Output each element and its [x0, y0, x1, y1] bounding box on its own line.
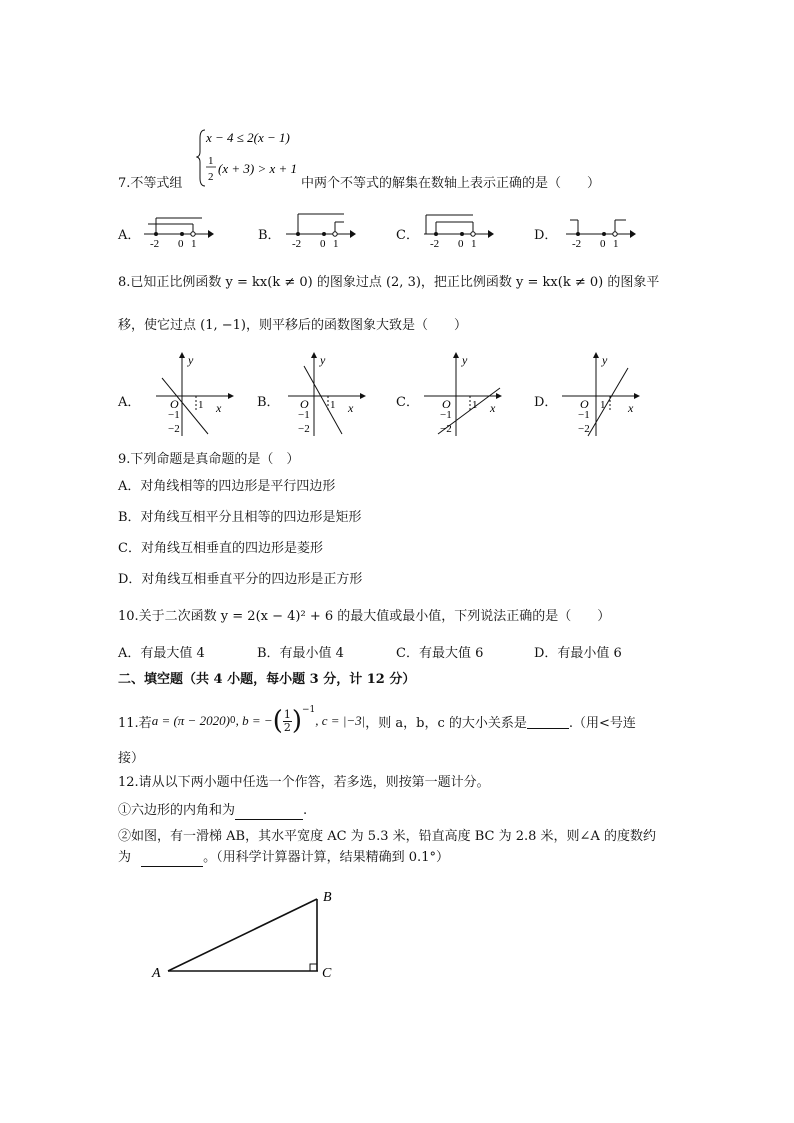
tick-label: −1	[440, 409, 452, 421]
q9-option-c: C．对角线互相垂直的四边形是菱形	[118, 541, 323, 556]
section-title: 二、填空题（共 4 小题，每小题 3 分，计 12 分）	[118, 672, 416, 687]
tick-label: 1	[191, 238, 197, 248]
origin-label: O	[170, 397, 179, 411]
tick-label: -2	[430, 238, 440, 248]
x-axis-label: x	[216, 401, 222, 415]
tick-label: −2	[298, 423, 310, 435]
tick-label: 1	[600, 399, 606, 411]
tick-label: −2	[168, 423, 180, 435]
q8-option-d-label: D．	[534, 395, 558, 410]
q11-line2: 接）	[118, 751, 145, 766]
q7-frac-den: 2	[208, 171, 214, 183]
q10-stem: 10.关于二次函数 y = 2(x − 4)² + 6 的最大值或最小值，下列说法正确的是（ ）	[118, 609, 611, 624]
q11-a-exponent: 0	[229, 716, 236, 726]
q12-part2-blank[interactable]	[141, 852, 203, 867]
q7-ineq1: x − 4 ≤ 2(x − 1)	[206, 130, 290, 145]
origin-label: O	[300, 397, 309, 411]
x-axis-label: x	[628, 401, 634, 415]
y-axis-label: y	[602, 353, 608, 367]
tick-label: −2	[578, 423, 590, 435]
q12-part1: ①六边形的内角和为 .	[118, 803, 308, 818]
tick-label: −1	[298, 409, 310, 421]
q8-stem-line1: 8.已知正比例函数 y = kx(k ≠ 0) 的图象过点 (2, 3)，把正比例函数 y = kx(k ≠ 0) 的图象平	[118, 275, 660, 290]
tick-label: 1	[613, 238, 619, 248]
q9-stem: 9.下列命题是真命题的是（ ）	[118, 452, 300, 467]
q7-number-line-d	[562, 210, 637, 248]
q12-part2-suffix: 。（用科学计算器计算，结果精确到 0.1°）	[203, 850, 449, 865]
q8-graph-a	[148, 350, 238, 440]
tick-label: -2	[292, 238, 302, 248]
q12-part2-line2	[118, 849, 449, 867]
y-axis-label: y	[320, 353, 326, 367]
vertex-label-a: A	[152, 966, 161, 981]
y-axis-label: y	[188, 353, 194, 367]
q7-frac-num: 1	[208, 155, 214, 167]
q8-option-a-label: A．	[118, 395, 141, 410]
q11-paren-left: (	[272, 706, 283, 736]
tick-label: 1	[330, 399, 336, 411]
tick-label: 0	[320, 238, 326, 248]
tick-label: 1	[333, 238, 339, 248]
q7-number-line-b	[282, 210, 357, 248]
q7-number-line-a	[140, 212, 215, 248]
tick-label: 0	[178, 238, 184, 248]
q12-part2-prefix: 为	[118, 850, 132, 865]
q11-b-exponent: −1	[302, 705, 316, 715]
q11-stem	[118, 703, 636, 739]
q7-suffix: 中两个不等式的解集在数轴上表示正确的是（ ）	[301, 176, 601, 191]
tick-label: 0	[458, 238, 464, 248]
slide-triangle-figure	[150, 883, 350, 988]
q10-option-a: A．有最大值 4	[118, 646, 205, 661]
x-axis-label: x	[490, 401, 496, 415]
tick-label: 0	[600, 238, 606, 248]
tick-label: −1	[578, 409, 590, 421]
q11-tail: .（用<号连	[568, 715, 636, 731]
q7-number-line-c	[420, 210, 495, 248]
q8-option-c-label: C．	[396, 395, 419, 410]
tick-label: 1	[471, 238, 477, 248]
q11-answer-blank[interactable]	[527, 714, 569, 729]
tick-label: -2	[572, 238, 582, 248]
q12-part2-line1: ②如图，有一滑梯 AB，其水平宽度 AC 为 5.3 米，铅直高度 BC 为 2.8 米，则∠A 的度数约	[118, 829, 656, 844]
origin-label: O	[442, 397, 451, 411]
q11-text: ，则 a，b，c 的大小关系是	[365, 715, 527, 731]
vertex-label-b: B	[323, 890, 332, 905]
x-axis-label: x	[348, 401, 354, 415]
q7-option-c-label: C．	[396, 228, 419, 243]
q7-option-b-label: B．	[258, 228, 281, 243]
tick-label: 1	[198, 399, 204, 411]
q8-option-b-label: B．	[257, 395, 280, 410]
q12-part1-text: ①六边形的内角和为	[118, 803, 236, 818]
q12-stem: 12.请从以下两小题中任选一个作答，若多选，则按第一题计分。	[118, 775, 490, 790]
vertex-label-c: C	[322, 966, 332, 981]
q7-option-d-label: D．	[534, 228, 558, 243]
q9-option-a: A．对角线相等的四边形是平行四边形	[118, 479, 336, 494]
q10-option-c: C．有最大值 6	[396, 646, 484, 661]
tick-label: −2	[440, 423, 452, 435]
q8-graph-d	[558, 350, 648, 440]
origin-label: O	[580, 397, 589, 411]
q11-paren-right: )	[291, 706, 302, 736]
q7-prefix: 7.不等式组	[118, 176, 183, 191]
q11-fraction: 1 2	[283, 707, 291, 734]
q9-option-b: B．对角线互相平分且相等的四边形是矩形	[118, 510, 362, 525]
tick-label: −1	[168, 409, 180, 421]
q9-option-d: D．对角线互相垂直平分的四边形是正方形	[118, 572, 363, 587]
q11-b-expr: , b = −	[235, 713, 273, 728]
q7-option-a-label: A．	[118, 228, 141, 243]
q11-c-expr: , c = |−3|	[315, 713, 366, 728]
q8-stem-line2: 移，使它过点 (1, −1)，则平移后的函数图象大致是（ ）	[118, 318, 467, 333]
q8-graph-b	[280, 350, 370, 440]
y-axis-label: y	[462, 353, 468, 367]
q11-prefix: 11.若	[118, 715, 152, 731]
q8-graph-c	[420, 350, 510, 440]
q7-ineq2: (x + 3) > x + 1	[218, 161, 298, 176]
q11-a-expr: a = (π − 2020)	[151, 713, 230, 728]
tick-label: 1	[472, 399, 478, 411]
q10-option-b: B．有最小值 4	[257, 646, 344, 661]
q10-option-d: D．有最小值 6	[534, 646, 622, 661]
tick-label: -2	[150, 238, 160, 248]
q12-part1-blank[interactable]	[235, 805, 303, 820]
q7-inequality-system	[196, 126, 306, 188]
